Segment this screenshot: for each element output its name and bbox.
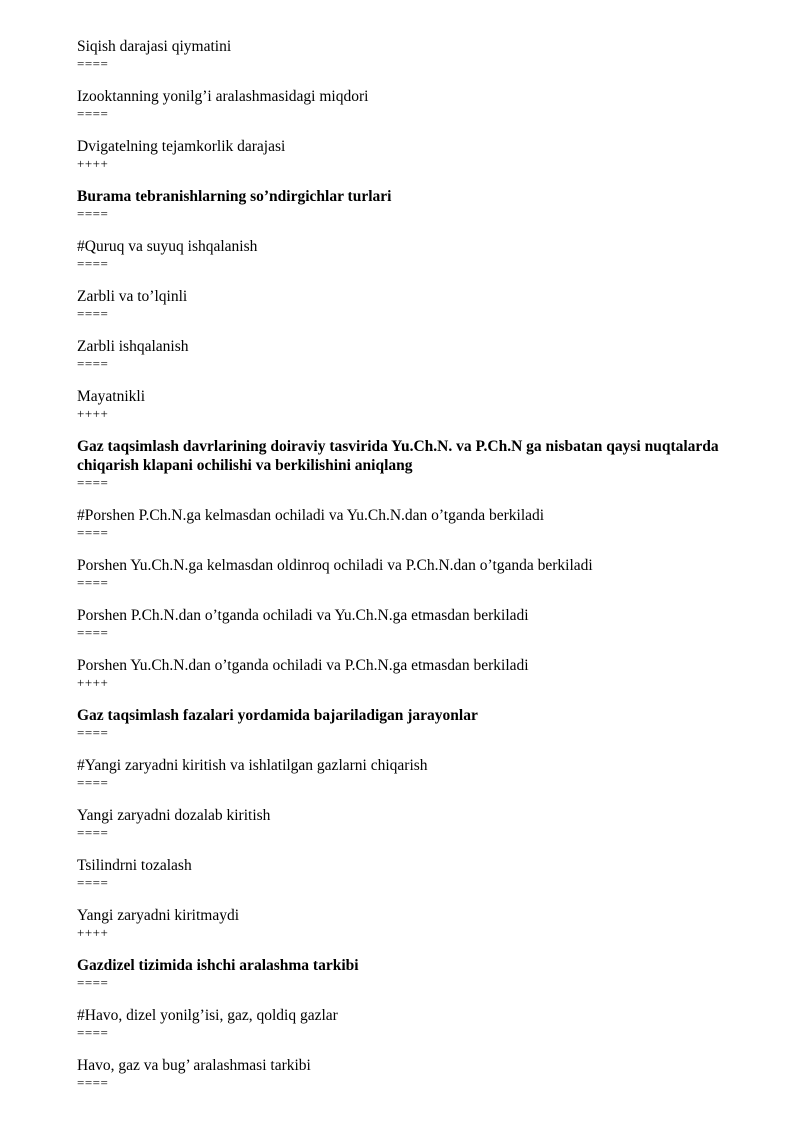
answer-block xyxy=(77,506,767,541)
spacer xyxy=(77,372,767,387)
answer-text: Porshen Yu.Ch.N.ga kelmasdan oldinroq ochiladi va P.Ch.N.dan o’tganda berkiladi xyxy=(77,557,593,574)
answer-block xyxy=(77,556,767,591)
answer-block xyxy=(77,37,767,72)
separator-marker: ==== xyxy=(77,306,109,321)
spacer xyxy=(77,491,767,506)
separator-marker: ++++ xyxy=(77,406,109,421)
separator-marker: ==== xyxy=(77,975,109,990)
answer-block xyxy=(77,237,767,272)
separator-marker: ++++ xyxy=(77,675,109,690)
separator-marker: ==== xyxy=(77,725,109,740)
question-block xyxy=(77,956,767,991)
answer-block xyxy=(77,287,767,322)
answer-block xyxy=(77,656,767,691)
answer-block xyxy=(77,1056,767,1091)
answer-text: #Porshen P.Ch.N.ga kelmasdan ochiladi va Yu.Ch.N.dan o’tganda berkiladi xyxy=(77,507,545,524)
document-page xyxy=(77,37,767,1091)
answer-text: Havo, gaz va bug’ aralashmasi tarkibi xyxy=(77,1057,311,1074)
answer-block xyxy=(77,856,767,891)
spacer xyxy=(77,122,767,137)
answer-block xyxy=(77,387,767,422)
answer-text: #Quruq va suyuq ishqalanish xyxy=(77,238,258,255)
answer-block xyxy=(77,137,767,172)
answer-block xyxy=(77,1006,767,1041)
question-block xyxy=(77,187,767,222)
spacer xyxy=(77,322,767,337)
answer-text: Tsilindrni tozalash xyxy=(77,857,192,874)
answer-text: Mayatnikli xyxy=(77,388,146,405)
answer-block xyxy=(77,337,767,372)
answer-text: Porshen Yu.Ch.N.dan o’tganda ochiladi va P.Ch.N.ga etmasdan berkiladi xyxy=(77,657,529,674)
separator-marker: ==== xyxy=(77,475,109,490)
separator-marker: ==== xyxy=(77,525,109,540)
answer-text: #Havo, dizel yonilg’isi, gaz, qoldiq gazlar xyxy=(77,1007,338,1024)
answer-block xyxy=(77,756,767,791)
spacer xyxy=(77,1041,767,1056)
question-block xyxy=(77,706,767,741)
spacer xyxy=(77,891,767,906)
separator-marker: ++++ xyxy=(77,156,109,171)
answer-text: #Yangi zaryadni kiritish va ishlatilgan gazlarni chiqarish xyxy=(77,757,428,774)
separator-marker: ==== xyxy=(77,106,109,121)
separator-marker: ==== xyxy=(77,206,109,221)
question-block xyxy=(77,437,767,491)
spacer xyxy=(77,791,767,806)
answer-text: Yangi zaryadni kiritmaydi xyxy=(77,907,240,924)
spacer xyxy=(77,641,767,656)
spacer xyxy=(77,841,767,856)
spacer xyxy=(77,541,767,556)
answer-text: Zarbli ishqalanish xyxy=(77,338,189,355)
spacer xyxy=(77,741,767,756)
spacer xyxy=(77,222,767,237)
separator-marker: ==== xyxy=(77,356,109,371)
separator-marker: ==== xyxy=(77,825,109,840)
answer-text: Siqish darajasi qiymatini xyxy=(77,38,232,55)
spacer xyxy=(77,72,767,87)
separator-marker: ==== xyxy=(77,1025,109,1040)
separator-marker: ==== xyxy=(77,56,109,71)
spacer xyxy=(77,691,767,706)
spacer xyxy=(77,422,767,437)
separator-marker: ==== xyxy=(77,256,109,271)
question-text: Gazdizel tizimida ishchi aralashma tarkibi xyxy=(77,957,359,974)
answer-block xyxy=(77,606,767,641)
answer-text: Yangi zaryadni dozalab kiritish xyxy=(77,807,271,824)
separator-marker: ==== xyxy=(77,625,109,640)
answer-block xyxy=(77,906,767,941)
spacer xyxy=(77,172,767,187)
spacer xyxy=(77,991,767,1006)
separator-marker: ==== xyxy=(77,875,109,890)
question-text: Gaz taqsimlash fazalari yordamida bajariladigan jarayonlar xyxy=(77,707,478,724)
question-text: Gaz taqsimlash davrlarining doiraviy tasvirida Yu.Ch.N. va P.Ch.N ga nisbatan qaysi nuqtalarda chiqarish klapani ochilishi va berkilishini aniqlang xyxy=(77,438,719,474)
spacer xyxy=(77,272,767,287)
answer-text: Zarbli va to’lqinli xyxy=(77,288,188,305)
question-text: Burama tebranishlarning so’ndirgichlar turlari xyxy=(77,188,392,205)
separator-marker: ++++ xyxy=(77,925,109,940)
spacer xyxy=(77,591,767,606)
spacer xyxy=(77,941,767,956)
separator-marker: ==== xyxy=(77,775,109,790)
answer-text: Dvigatelning tejamkorlik darajasi xyxy=(77,138,286,155)
separator-marker: ==== xyxy=(77,575,109,590)
answer-text: Porshen P.Ch.N.dan o’tganda ochiladi va Yu.Ch.N.ga etmasdan berkiladi xyxy=(77,607,529,624)
separator-marker: ==== xyxy=(77,1075,109,1090)
answer-block xyxy=(77,87,767,122)
answer-block xyxy=(77,806,767,841)
answer-text: Izooktanning yonilg’i aralashmasidagi miqdori xyxy=(77,88,369,105)
